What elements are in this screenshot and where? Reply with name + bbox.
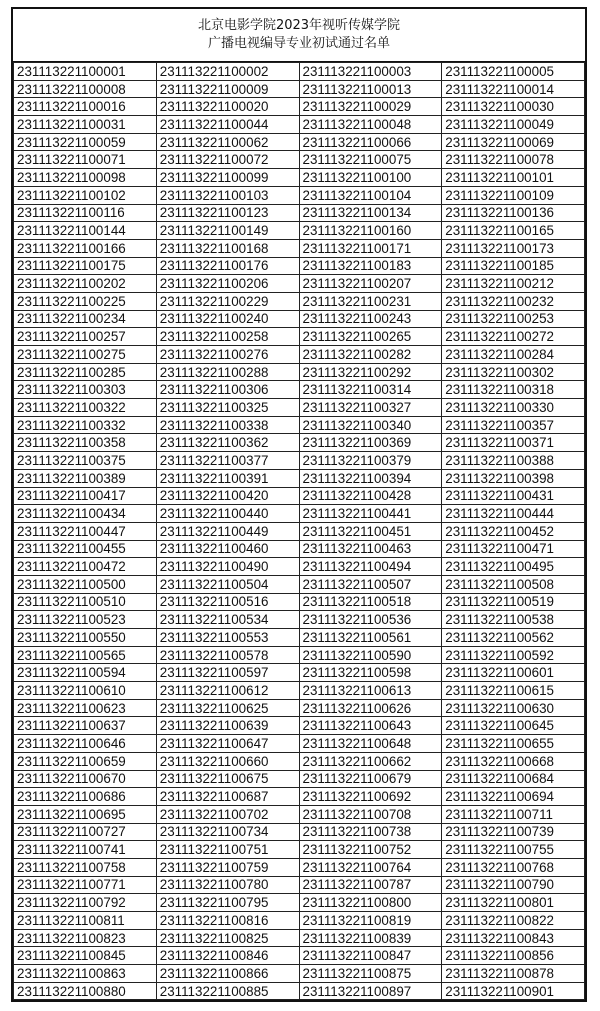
candidate-number-cell: 231113221100276 bbox=[156, 346, 299, 364]
candidate-number-cell: 231113221100303 bbox=[14, 381, 157, 399]
candidate-number-cell: 231113221100846 bbox=[156, 947, 299, 965]
candidate-number-cell: 231113221100165 bbox=[442, 222, 585, 240]
table-row bbox=[14, 805, 585, 823]
table-row bbox=[14, 965, 585, 983]
candidate-number-cell: 231113221100630 bbox=[442, 699, 585, 717]
title-line-1: 北京电影学院2023年视听传媒学院 bbox=[197, 18, 401, 33]
table-row bbox=[14, 310, 585, 328]
table-row bbox=[14, 752, 585, 770]
candidate-number-cell: 231113221100428 bbox=[299, 487, 442, 505]
table-row bbox=[14, 116, 585, 134]
candidate-number-cell: 231113221100455 bbox=[14, 540, 157, 558]
candidate-number-cell: 231113221100031 bbox=[14, 116, 157, 134]
candidate-number-cell: 231113221100752 bbox=[299, 841, 442, 859]
candidate-number-cell: 231113221100460 bbox=[156, 540, 299, 558]
candidate-number-cell: 231113221100590 bbox=[299, 646, 442, 664]
candidate-number-cell: 231113221100257 bbox=[14, 328, 157, 346]
candidate-number-cell: 231113221100391 bbox=[156, 469, 299, 487]
candidate-number-cell: 231113221100610 bbox=[14, 682, 157, 700]
candidate-number-cell: 231113221100013 bbox=[299, 80, 442, 98]
candidate-number-cell: 231113221100431 bbox=[442, 487, 585, 505]
candidate-number-cell: 231113221100795 bbox=[156, 894, 299, 912]
candidate-number-cell: 231113221100029 bbox=[299, 98, 442, 116]
candidate-number-cell: 231113221100005 bbox=[442, 63, 585, 81]
table-row bbox=[14, 363, 585, 381]
table-row bbox=[14, 522, 585, 540]
candidate-number-cell: 231113221100845 bbox=[14, 947, 157, 965]
candidate-number-cell: 231113221100780 bbox=[156, 876, 299, 894]
candidate-number-cell: 231113221100694 bbox=[442, 788, 585, 806]
candidate-number-cell: 231113221100771 bbox=[14, 876, 157, 894]
candidate-number-cell: 231113221100362 bbox=[156, 434, 299, 452]
candidate-number-cell: 231113221100009 bbox=[156, 80, 299, 98]
table-row bbox=[14, 204, 585, 222]
candidate-number-cell: 231113221100626 bbox=[299, 699, 442, 717]
candidate-number-cell: 231113221100206 bbox=[156, 275, 299, 293]
candidate-number-cell: 231113221100398 bbox=[442, 469, 585, 487]
candidate-number-cell: 231113221100847 bbox=[299, 947, 442, 965]
candidate-number-cell: 231113221100565 bbox=[14, 646, 157, 664]
candidate-number-cell: 231113221100282 bbox=[299, 346, 442, 364]
candidate-number-cell: 231113221100069 bbox=[442, 133, 585, 151]
candidate-number-cell: 231113221100597 bbox=[156, 664, 299, 682]
candidate-number-cell: 231113221100234 bbox=[14, 310, 157, 328]
candidate-number-cell: 231113221100322 bbox=[14, 399, 157, 417]
candidate-number-cell: 231113221100866 bbox=[156, 965, 299, 983]
table-row bbox=[14, 434, 585, 452]
candidate-number-cell: 231113221100444 bbox=[442, 505, 585, 523]
table-row bbox=[14, 328, 585, 346]
candidate-number-cell: 231113221100420 bbox=[156, 487, 299, 505]
candidate-number-cell: 231113221100800 bbox=[299, 894, 442, 912]
table-row bbox=[14, 629, 585, 647]
candidate-number-cell: 231113221100229 bbox=[156, 292, 299, 310]
candidate-number-cell: 231113221100639 bbox=[156, 717, 299, 735]
table-row bbox=[14, 469, 585, 487]
candidate-number-cell: 231113221100670 bbox=[14, 770, 157, 788]
candidate-number-cell: 231113221100692 bbox=[299, 788, 442, 806]
candidate-number-cell: 231113221100285 bbox=[14, 363, 157, 381]
candidate-number-cell: 231113221100768 bbox=[442, 858, 585, 876]
candidate-number-cell: 231113221100490 bbox=[156, 558, 299, 576]
table-row bbox=[14, 133, 585, 151]
candidate-number-cell: 231113221100816 bbox=[156, 912, 299, 930]
candidate-number-cell: 231113221100645 bbox=[442, 717, 585, 735]
candidate-number-cell: 231113221100660 bbox=[156, 752, 299, 770]
candidate-number-cell: 231113221100792 bbox=[14, 894, 157, 912]
candidate-number-cell: 231113221100030 bbox=[442, 98, 585, 116]
candidate-number-cell: 231113221100741 bbox=[14, 841, 157, 859]
candidate-number-cell: 231113221100225 bbox=[14, 292, 157, 310]
candidate-number-cell: 231113221100601 bbox=[442, 664, 585, 682]
candidate-number-cell: 231113221100801 bbox=[442, 894, 585, 912]
candidate-number-cell: 231113221100646 bbox=[14, 735, 157, 753]
candidate-number-cell: 231113221100379 bbox=[299, 452, 442, 470]
candidate-number-cell: 231113221100508 bbox=[442, 575, 585, 593]
candidate-number-cell: 231113221100625 bbox=[156, 699, 299, 717]
candidate-number-cell: 231113221100598 bbox=[299, 664, 442, 682]
candidate-number-cell: 231113221100500 bbox=[14, 575, 157, 593]
candidate-number-cell: 231113221100388 bbox=[442, 452, 585, 470]
candidate-number-cell: 231113221100048 bbox=[299, 116, 442, 134]
candidate-number-cell: 231113221100102 bbox=[14, 186, 157, 204]
table-row bbox=[14, 912, 585, 930]
candidate-number-cell: 231113221100592 bbox=[442, 646, 585, 664]
candidate-number-cell: 231113221100258 bbox=[156, 328, 299, 346]
candidate-number-cell: 231113221100822 bbox=[442, 912, 585, 930]
candidate-number-cell: 231113221100451 bbox=[299, 522, 442, 540]
candidate-number-cell: 231113221100897 bbox=[299, 982, 442, 1000]
candidate-number-cell: 231113221100014 bbox=[442, 80, 585, 98]
candidate-number-cell: 231113221100075 bbox=[299, 151, 442, 169]
candidate-number-cell: 231113221100134 bbox=[299, 204, 442, 222]
candidate-number-cell: 231113221100272 bbox=[442, 328, 585, 346]
candidate-number-cell: 231113221100494 bbox=[299, 558, 442, 576]
candidate-number-cell: 231113221100553 bbox=[156, 629, 299, 647]
candidate-number-cell: 231113221100330 bbox=[442, 399, 585, 417]
candidate-number-cell: 231113221100357 bbox=[442, 416, 585, 434]
candidate-number-cell: 231113221100695 bbox=[14, 805, 157, 823]
candidate-number-cell: 231113221100375 bbox=[14, 452, 157, 470]
title-line-2: 广播电视编导专业初试通过名单 bbox=[207, 36, 390, 51]
candidate-number-cell: 231113221100856 bbox=[442, 947, 585, 965]
candidate-number-cell: 231113221100232 bbox=[442, 292, 585, 310]
candidate-number-cell: 231113221100507 bbox=[299, 575, 442, 593]
candidate-number-cell: 231113221100463 bbox=[299, 540, 442, 558]
candidate-number-cell: 231113221100434 bbox=[14, 505, 157, 523]
candidate-number-cell: 231113221100550 bbox=[14, 629, 157, 647]
candidate-number-cell: 231113221100578 bbox=[156, 646, 299, 664]
candidate-number-cell: 231113221100071 bbox=[14, 151, 157, 169]
candidate-number-cell: 231113221100123 bbox=[156, 204, 299, 222]
candidate-number-cell: 231113221100072 bbox=[156, 151, 299, 169]
candidate-number-cell: 231113221100109 bbox=[442, 186, 585, 204]
candidate-number-cell: 231113221100615 bbox=[442, 682, 585, 700]
document-sheet bbox=[11, 7, 587, 1002]
candidate-number-cell: 231113221100183 bbox=[299, 257, 442, 275]
candidate-number-cell: 231113221100149 bbox=[156, 222, 299, 240]
candidate-number-cell: 231113221100613 bbox=[299, 682, 442, 700]
candidate-number-cell: 231113221100160 bbox=[299, 222, 442, 240]
candidate-number-cell: 231113221100441 bbox=[299, 505, 442, 523]
candidate-number-cell: 231113221100839 bbox=[299, 929, 442, 947]
table-row bbox=[14, 257, 585, 275]
table-row bbox=[14, 80, 585, 98]
candidate-number-cell: 231113221100811 bbox=[14, 912, 157, 930]
candidate-number-cell: 231113221100612 bbox=[156, 682, 299, 700]
candidate-number-cell: 231113221100369 bbox=[299, 434, 442, 452]
candidate-number-cell: 231113221100144 bbox=[14, 222, 157, 240]
candidate-number-cell: 231113221100231 bbox=[299, 292, 442, 310]
table-row bbox=[14, 841, 585, 859]
candidate-number-cell: 231113221100358 bbox=[14, 434, 157, 452]
candidate-number-cell: 231113221100561 bbox=[299, 629, 442, 647]
candidate-number-cell: 231113221100212 bbox=[442, 275, 585, 293]
candidate-number-cell: 231113221100049 bbox=[442, 116, 585, 134]
candidate-number-cell: 231113221100759 bbox=[156, 858, 299, 876]
table-row bbox=[14, 151, 585, 169]
table-row bbox=[14, 682, 585, 700]
table-row bbox=[14, 947, 585, 965]
candidate-number-cell: 231113221100440 bbox=[156, 505, 299, 523]
candidate-number-cell: 231113221100668 bbox=[442, 752, 585, 770]
candidate-number-cell: 231113221100686 bbox=[14, 788, 157, 806]
candidate-number-cell: 231113221100875 bbox=[299, 965, 442, 983]
table-row bbox=[14, 222, 585, 240]
candidate-number-cell: 231113221100755 bbox=[442, 841, 585, 859]
candidate-number-cell: 231113221100265 bbox=[299, 328, 442, 346]
candidate-number-cell: 231113221100787 bbox=[299, 876, 442, 894]
table-row bbox=[14, 717, 585, 735]
candidate-number-cell: 231113221100168 bbox=[156, 239, 299, 257]
candidate-number-cell: 231113221100240 bbox=[156, 310, 299, 328]
table-row bbox=[14, 788, 585, 806]
table-row bbox=[14, 593, 585, 611]
candidate-number-cell: 231113221100452 bbox=[442, 522, 585, 540]
candidate-number-cell: 231113221100116 bbox=[14, 204, 157, 222]
candidate-number-cell: 231113221100878 bbox=[442, 965, 585, 983]
candidate-number-cell: 231113221100819 bbox=[299, 912, 442, 930]
candidate-number-cell: 231113221100338 bbox=[156, 416, 299, 434]
candidate-number-cell: 231113221100675 bbox=[156, 770, 299, 788]
candidate-number-cell: 231113221100103 bbox=[156, 186, 299, 204]
candidate-number-cell: 231113221100243 bbox=[299, 310, 442, 328]
candidate-number-cell: 231113221100449 bbox=[156, 522, 299, 540]
candidate-number-cell: 231113221100292 bbox=[299, 363, 442, 381]
candidate-number-cell: 231113221100519 bbox=[442, 593, 585, 611]
table-row bbox=[14, 664, 585, 682]
table-row bbox=[14, 646, 585, 664]
table-row bbox=[14, 894, 585, 912]
candidate-number-cell: 231113221100008 bbox=[14, 80, 157, 98]
candidate-number-cell: 231113221100643 bbox=[299, 717, 442, 735]
candidate-number-cell: 231113221100078 bbox=[442, 151, 585, 169]
candidate-number-cell: 231113221100655 bbox=[442, 735, 585, 753]
table-row bbox=[14, 558, 585, 576]
candidate-number-cell: 231113221100518 bbox=[299, 593, 442, 611]
candidate-number-cell: 231113221100538 bbox=[442, 611, 585, 629]
candidate-number-cell: 231113221100647 bbox=[156, 735, 299, 753]
candidate-number-cell: 231113221100098 bbox=[14, 169, 157, 187]
candidate-number-cell: 231113221100371 bbox=[442, 434, 585, 452]
candidate-number-cell: 231113221100059 bbox=[14, 133, 157, 151]
table-row bbox=[14, 487, 585, 505]
candidate-number-cell: 231113221100314 bbox=[299, 381, 442, 399]
candidate-number-cell: 231113221100173 bbox=[442, 239, 585, 257]
candidate-number-cell: 231113221100001 bbox=[14, 63, 157, 81]
table-row bbox=[14, 186, 585, 204]
candidate-number-cell: 231113221100659 bbox=[14, 752, 157, 770]
table-row bbox=[14, 239, 585, 257]
candidate-number-cell: 231113221100594 bbox=[14, 664, 157, 682]
candidate-number-cell: 231113221100003 bbox=[299, 63, 442, 81]
candidate-number-cell: 231113221100136 bbox=[442, 204, 585, 222]
candidate-number-cell: 231113221100825 bbox=[156, 929, 299, 947]
candidate-number-cell: 231113221100679 bbox=[299, 770, 442, 788]
candidate-number-cell: 231113221100648 bbox=[299, 735, 442, 753]
candidate-number-cell: 231113221100885 bbox=[156, 982, 299, 1000]
candidate-number-cell: 231113221100823 bbox=[14, 929, 157, 947]
candidate-number-cell: 231113221100738 bbox=[299, 823, 442, 841]
candidate-number-cell: 231113221100377 bbox=[156, 452, 299, 470]
candidate-number-cell: 231113221100447 bbox=[14, 522, 157, 540]
candidate-number-cell: 231113221100758 bbox=[14, 858, 157, 876]
candidate-number-cell: 231113221100708 bbox=[299, 805, 442, 823]
table-row bbox=[14, 858, 585, 876]
candidate-number-cell: 231113221100734 bbox=[156, 823, 299, 841]
candidate-number-cell: 231113221100166 bbox=[14, 239, 157, 257]
candidate-number-cell: 231113221100843 bbox=[442, 929, 585, 947]
candidate-number-cell: 231113221100790 bbox=[442, 876, 585, 894]
candidate-number-cell: 231113221100175 bbox=[14, 257, 157, 275]
table-row bbox=[14, 699, 585, 717]
candidate-number-cell: 231113221100066 bbox=[299, 133, 442, 151]
candidate-number-cell: 231113221100417 bbox=[14, 487, 157, 505]
candidate-number-cell: 231113221100207 bbox=[299, 275, 442, 293]
candidate-number-cell: 231113221100536 bbox=[299, 611, 442, 629]
candidate-number-cell: 231113221100306 bbox=[156, 381, 299, 399]
document-title bbox=[13, 9, 585, 62]
candidate-number-cell: 231113221100472 bbox=[14, 558, 157, 576]
table-row bbox=[14, 735, 585, 753]
table-row bbox=[14, 823, 585, 841]
candidate-number-cell: 231113221100100 bbox=[299, 169, 442, 187]
table-body bbox=[14, 63, 585, 1000]
candidate-number-cell: 231113221100684 bbox=[442, 770, 585, 788]
candidate-number-cell: 231113221100185 bbox=[442, 257, 585, 275]
candidate-number-cell: 231113221100302 bbox=[442, 363, 585, 381]
candidate-number-cell: 231113221100751 bbox=[156, 841, 299, 859]
table-row bbox=[14, 452, 585, 470]
table-row bbox=[14, 540, 585, 558]
candidate-number-cell: 231113221100880 bbox=[14, 982, 157, 1000]
candidate-number-cell: 231113221100523 bbox=[14, 611, 157, 629]
candidate-number-cell: 231113221100739 bbox=[442, 823, 585, 841]
candidate-number-cell: 231113221100062 bbox=[156, 133, 299, 151]
candidate-number-cell: 231113221100562 bbox=[442, 629, 585, 647]
table-row bbox=[14, 381, 585, 399]
candidate-number-cell: 231113221100495 bbox=[442, 558, 585, 576]
candidate-number-cell: 231113221100016 bbox=[14, 98, 157, 116]
candidate-number-cell: 231113221100637 bbox=[14, 717, 157, 735]
candidate-number-cell: 231113221100510 bbox=[14, 593, 157, 611]
table-row bbox=[14, 575, 585, 593]
table-row bbox=[14, 346, 585, 364]
table-row bbox=[14, 611, 585, 629]
candidate-number-cell: 231113221100516 bbox=[156, 593, 299, 611]
table-row bbox=[14, 982, 585, 1000]
candidate-number-cell: 231113221100325 bbox=[156, 399, 299, 417]
candidate-number-cell: 231113221100253 bbox=[442, 310, 585, 328]
table-row bbox=[14, 929, 585, 947]
candidate-number-cell: 231113221100284 bbox=[442, 346, 585, 364]
candidate-number-cell: 231113221100275 bbox=[14, 346, 157, 364]
candidate-number-cell: 231113221100623 bbox=[14, 699, 157, 717]
candidate-number-cell: 231113221100662 bbox=[299, 752, 442, 770]
candidate-number-cell: 231113221100099 bbox=[156, 169, 299, 187]
table-row bbox=[14, 770, 585, 788]
candidate-number-cell: 231113221100340 bbox=[299, 416, 442, 434]
table-row bbox=[14, 275, 585, 293]
candidate-number-cell: 231113221100101 bbox=[442, 169, 585, 187]
table-row bbox=[14, 876, 585, 894]
candidate-number-cell: 231113221100327 bbox=[299, 399, 442, 417]
candidate-number-cell: 231113221100394 bbox=[299, 469, 442, 487]
candidate-number-cell: 231113221100020 bbox=[156, 98, 299, 116]
table-row bbox=[14, 292, 585, 310]
table-row bbox=[14, 505, 585, 523]
candidate-number-cell: 231113221100702 bbox=[156, 805, 299, 823]
candidate-number-cell: 231113221100687 bbox=[156, 788, 299, 806]
candidate-number-cell: 231113221100764 bbox=[299, 858, 442, 876]
candidate-number-cell: 231113221100002 bbox=[156, 63, 299, 81]
table-row bbox=[14, 416, 585, 434]
table-row bbox=[14, 169, 585, 187]
candidate-number-cell: 231113221100727 bbox=[14, 823, 157, 841]
candidate-number-cell: 231113221100318 bbox=[442, 381, 585, 399]
candidate-number-cell: 231113221100711 bbox=[442, 805, 585, 823]
candidate-number-cell: 231113221100044 bbox=[156, 116, 299, 134]
candidate-number-cell: 231113221100534 bbox=[156, 611, 299, 629]
candidate-number-cell: 231113221100171 bbox=[299, 239, 442, 257]
candidate-number-cell: 231113221100471 bbox=[442, 540, 585, 558]
candidate-number-cell: 231113221100176 bbox=[156, 257, 299, 275]
candidate-number-cell: 231113221100332 bbox=[14, 416, 157, 434]
table-row bbox=[14, 98, 585, 116]
candidate-number-cell: 231113221100504 bbox=[156, 575, 299, 593]
candidate-number-cell: 231113221100288 bbox=[156, 363, 299, 381]
candidate-number-cell: 231113221100901 bbox=[442, 982, 585, 1000]
table-row bbox=[14, 63, 585, 81]
candidate-number-cell: 231113221100202 bbox=[14, 275, 157, 293]
admission-list-table bbox=[13, 62, 585, 1000]
candidate-number-cell: 231113221100104 bbox=[299, 186, 442, 204]
candidate-number-cell: 231113221100389 bbox=[14, 469, 157, 487]
candidate-number-cell: 231113221100863 bbox=[14, 965, 157, 983]
table-row bbox=[14, 399, 585, 417]
